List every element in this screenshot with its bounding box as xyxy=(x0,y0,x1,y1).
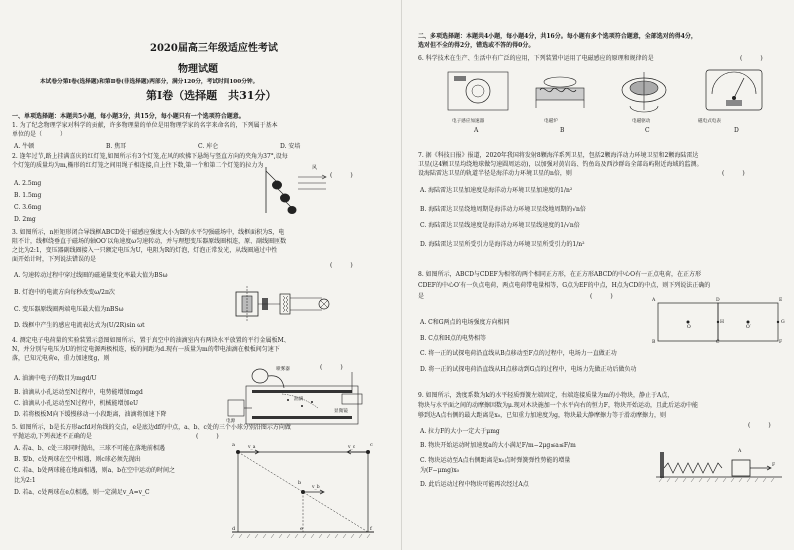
q7-option-b[interactable]: B. 海陆雷达卫星绕地周期是海洋动力环境卫星绕地周期的√n倍 xyxy=(420,206,586,213)
q7-option-c[interactable]: C. 海陆雷达卫星线速度是海洋动力环境卫星线速度的1/√n倍 xyxy=(420,222,580,229)
sprayer-label: 喷雾器 xyxy=(276,367,290,372)
point-label-a: A xyxy=(652,298,656,303)
q7-option-d[interactable]: D. 海陆雷达卫星所受引力是海洋动力环境卫星所受引力的1/n² xyxy=(420,241,585,248)
q8-answer-blank: ( ) xyxy=(590,293,613,300)
q9-option-c[interactable]: C. 物块运动至A点右侧距离是x₀点时弹簧弹性势能的增量 xyxy=(420,457,571,464)
galvanometer-diagram xyxy=(706,70,762,110)
q8-option-c[interactable]: C. 将一正的试探电荷沿直线从B点移动至F点的过程中，电场力一直做正功 xyxy=(420,350,617,357)
lantern-figure xyxy=(262,165,332,215)
q6-option-d[interactable]: D xyxy=(734,127,739,134)
q4-stem: 4. 测定电子电荷量的实验装置示意图如图所示，置于真空中的油滴室内有两块水平放置的平行金属板M、 xyxy=(12,337,290,344)
subject-title: 物理试题 xyxy=(178,64,218,75)
q3-option-a[interactable]: A. 匀速转动过程中穿过线圈的磁通量变化率最大值为BSω xyxy=(14,272,168,279)
q7-option-a[interactable]: A. 海陆雷达卫星加速度是海洋动力环境卫星加速度的1/n² xyxy=(420,187,573,194)
q3-stem: 3. 如图所示，n匝矩形闭合导线框ABCD处于磁感应强度大小为B的水平匀强磁场中，线框面积为S，电 xyxy=(12,229,285,236)
q5-option-b[interactable]: B. 要b、c处两球在空中相遇，则c球必须先抛出 xyxy=(14,456,141,463)
point-label-b: B xyxy=(652,340,656,345)
induction-cooker-diagram xyxy=(536,77,584,108)
q6-stem: 6. 科学技术在生产、生活中有广泛的应用，下列装置中运用了电磁感应的原理和规律的是 xyxy=(418,55,654,62)
q5-stem: 5. 如图所示，b是长方形acfd对角线的交点，e是底边df的中点，a、b、c处的三个小球分别沿图示方向做 xyxy=(12,424,291,431)
q5-option-c[interactable]: C. 若a、b处两球能在地面相遇，则a、b在空中运动的时间之 xyxy=(14,467,176,474)
point-label-e: E xyxy=(779,298,783,303)
exam-note: 本试卷分第Ⅰ卷(选择题)和第Ⅱ卷(非选择题)两部分，满分120分，考试时间100分钟。 xyxy=(40,79,259,85)
q5-option-c-cont: 比为2:1 xyxy=(14,477,36,484)
q2-option-c[interactable]: C. 3.6mg xyxy=(14,204,42,211)
q1-option-b[interactable]: B. 焦耳 xyxy=(106,143,127,150)
q9-stem: 物块与水平面之间的动摩擦因数为μ.现对木块施加一个水平向右的恒力F，物块开始运动，且此后运动中能 xyxy=(418,402,698,409)
point-a-label: a xyxy=(232,442,235,448)
point-f-label: f xyxy=(370,526,372,532)
microscope-label: 显微镜 xyxy=(334,409,348,414)
power-label: 电源 xyxy=(226,419,236,424)
q9-stem: 9. 如图所示，劲度系数为k的水平轻质弹簧左端固定，右端连接质量为m的小物块，静止于A点， xyxy=(418,392,674,399)
q9-answer-blank: ( ) xyxy=(748,422,771,429)
oil-drop-label: 油滴 xyxy=(294,397,304,402)
q3-answer-blank: ( ) xyxy=(330,262,353,269)
q4-option-b[interactable]: B. 油滴从小孔运动至N过程中，电势能增加mgd xyxy=(14,389,143,396)
point-c-label: c xyxy=(370,442,373,448)
q3-option-d[interactable]: D. 线框中产生的感应电流表达式为(U/2R)sin ωt xyxy=(14,322,145,329)
q8-stem: CDEF的中心O′有一负点电荷，两点电荷带电量相等，G点为EF的中点，H点为CD的中点，则下列说法正确的 xyxy=(418,282,711,289)
section2-intro: 二、多项选择题：本题共4小题，每小题4分，共16分。每小题有多个选项符合题意，全部选对的得4分， xyxy=(418,33,697,40)
q8-option-b[interactable]: B. C点和H点的电势相等 xyxy=(420,335,487,342)
point-label-h: H xyxy=(720,320,725,325)
point-label-o-prime: O′ xyxy=(746,325,751,330)
accelerator-diagram xyxy=(448,72,508,110)
q9-option-b[interactable]: B. 物块开始运动时加速度a的大小满足F/m−2μg≤a≤F/m xyxy=(420,442,576,449)
q6-option-c[interactable]: C xyxy=(645,127,650,134)
q3-option-c[interactable]: C. 变压器原线圈两端电压最大值为nBSω xyxy=(14,306,124,313)
q8-stem: 是 xyxy=(418,293,425,300)
q7-stem: 设海陆雷达卫星的轨道半径是海洋动力环境卫星的n倍，则 xyxy=(418,170,572,177)
q6-caption-b: 电磁炉 xyxy=(544,119,558,124)
exam-title: 2020届高三年级适应性考试 xyxy=(150,43,278,54)
q3-stem: 之比为2:1，变压器副线圈接入一只额定电压为U，电阻为R的灯泡，灯泡正常发光，从线圈通过中性 xyxy=(12,247,278,254)
q2-option-a[interactable]: A. 2.5mg xyxy=(14,180,42,187)
q4-stem: N，并分别与电压为U的恒定电源两极相连，板的间距为d.现有一质量为m的带电油滴在极板间匀速下 xyxy=(12,346,280,353)
q5-answer-blank: ( ) xyxy=(196,433,219,440)
point-label-g: G xyxy=(781,320,785,325)
oil-drop-figure xyxy=(222,364,372,430)
point-label-f: F xyxy=(779,340,783,345)
q1-option-c[interactable]: C. 库仑 xyxy=(198,143,219,150)
q3-stem: 阻不计，线框绕垂直于磁场的轴OO′以角速度ω匀速转动，并与理想变压器原线圈相连，原、副线圈匝数 xyxy=(12,238,287,245)
q6-answer-blank: ( ) xyxy=(740,55,763,62)
q6-devices-figure xyxy=(444,66,774,130)
q4-option-d[interactable]: D. 若将极板M向下缓慢移动一小段距离，油滴将加速下降 xyxy=(14,411,167,418)
squares-figure xyxy=(650,297,790,347)
q6-caption-d: 磁电式电表 xyxy=(698,119,721,124)
projectile-figure xyxy=(228,440,376,540)
q7-stem: 7. 据《科技日报》报道，2020年我国将发射8颗海洋系列卫星，包括2颗海洋动力环境卫星和2颗海陆雷达 xyxy=(418,152,699,159)
q5-option-a[interactable]: A. 若a、b、c处三球同时抛出，三球不可能在落地前相遇 xyxy=(14,445,165,452)
spring-block-figure xyxy=(654,448,784,484)
q9-option-c-cont: 为(F−μmg)x₀ xyxy=(420,467,460,474)
point-b-label: b xyxy=(298,480,302,486)
q1-stem: 单位的是（ ） xyxy=(12,131,67,138)
q4-option-a[interactable]: A. 油滴中电子的数目为mgd/U xyxy=(14,375,97,382)
q6-caption-a: 电子感应加速器 xyxy=(452,119,485,124)
magnetic-drive-diagram xyxy=(622,72,666,112)
wind-label: 风 xyxy=(312,165,318,171)
section1-intro: 一、单项选择题：本题共5小题，每小题3分，共15分，每小题只有一个选项符合题意。 xyxy=(12,113,245,120)
q2-stem: 个灯笼的质量均为m,椭形的红灯笼之间用绳子相连接,自上往下数,第一个和第二个灯笼的拉力为 xyxy=(12,162,264,169)
q9-option-a[interactable]: A. 拉力F的大小一定大于μmg xyxy=(420,428,500,435)
velocity-b-label: v_b xyxy=(312,485,320,490)
q4-stem: 落，已知元电荷e，重力加速度g，则 xyxy=(12,355,110,362)
q2-answer-blank: ( ) xyxy=(330,172,353,179)
q5-stem: 平抛运动,下列表述不正确的是 xyxy=(12,433,92,440)
section2-intro: 选对但不全的得2分，错选或不答的得0分。 xyxy=(418,42,535,49)
point-d-label: d xyxy=(232,526,236,532)
q7-stem: 卫星(这4颗卫星均绕地球做匀速圆周运动)，以加强对黄岩岛、钓鱼岛及西沙群岛全部岛屿附近海域的监测。 xyxy=(418,161,703,168)
q6-caption-c: 电磁驱动 xyxy=(632,119,651,124)
q1-option-a[interactable]: A. 牛顿 xyxy=(14,143,35,150)
q2-option-b[interactable]: B. 1.5mg xyxy=(14,192,42,199)
q5-option-d[interactable]: D. 若a、c处两球在e点相遇，则一定满足v_A=v_C xyxy=(14,489,150,496)
q9-option-d[interactable]: D. 此后运动过程中物块可能再次经过A点 xyxy=(420,481,529,488)
q8-option-d[interactable]: D. 将一正的试探电荷沿直线从H点移动到G点的过程中，电场力先做正功后做负功 xyxy=(420,366,637,373)
q6-option-b[interactable]: B xyxy=(560,127,565,134)
point-label-c: C xyxy=(716,340,720,345)
column-divider xyxy=(401,0,402,550)
velocity-a-label: v_a xyxy=(248,445,256,450)
q2-stem: 2. 逢年过节,路上挂满喜庆的红灯笼,如图所示有3个灯笼,在风的吹拂下悬绳与竖直方向的夹角为37°,设每 xyxy=(12,153,288,160)
q9-stem: 够到达A点右侧的最大距离是x₀，已知重力加速度为g，物块最大静摩擦力等于滑动摩擦力，则 xyxy=(418,412,666,419)
generator-figure xyxy=(232,284,352,324)
point-e-label: e xyxy=(300,526,303,532)
force-f-label: F xyxy=(772,463,776,468)
point-a-label: A xyxy=(738,449,742,454)
q1-stem: 1. 为了纪念物理学家对科学的贡献，许多物理量的单位是用物理学家的名字来命名的，下列属于基本 xyxy=(12,122,278,129)
q4-option-c[interactable]: C. 油滴从小孔运动至N过程中，机械能增加eU xyxy=(14,400,139,407)
q3-stem: 面开始计时，下列说法错误的是 xyxy=(12,256,97,263)
q1-option-d[interactable]: D. 安培 xyxy=(280,143,301,150)
q8-option-a[interactable]: A. C和G两点的电场强度方向相同 xyxy=(420,319,510,326)
q6-option-a[interactable]: A xyxy=(474,127,479,134)
right-column xyxy=(404,0,794,550)
velocity-c-label: v_c xyxy=(348,445,356,450)
q7-answer-blank: ( ) xyxy=(722,170,745,177)
point-label-d: D xyxy=(716,298,720,303)
q2-option-d[interactable]: D. 2mg xyxy=(14,216,36,223)
q4-answer-blank: ( ) xyxy=(320,364,343,371)
point-label-o: O xyxy=(687,325,691,330)
part1-title: 第Ⅰ卷（选择题 共31分） xyxy=(146,89,277,102)
q3-option-b[interactable]: B. 灯泡中的电流方向每秒改变ω/2π次 xyxy=(14,289,115,296)
q8-stem: 8. 如图所示，ABCD与CDEF为相邻的两个相同正方形，在正方形ABCD的中心O有一正点电荷，在正方形 xyxy=(418,271,702,278)
